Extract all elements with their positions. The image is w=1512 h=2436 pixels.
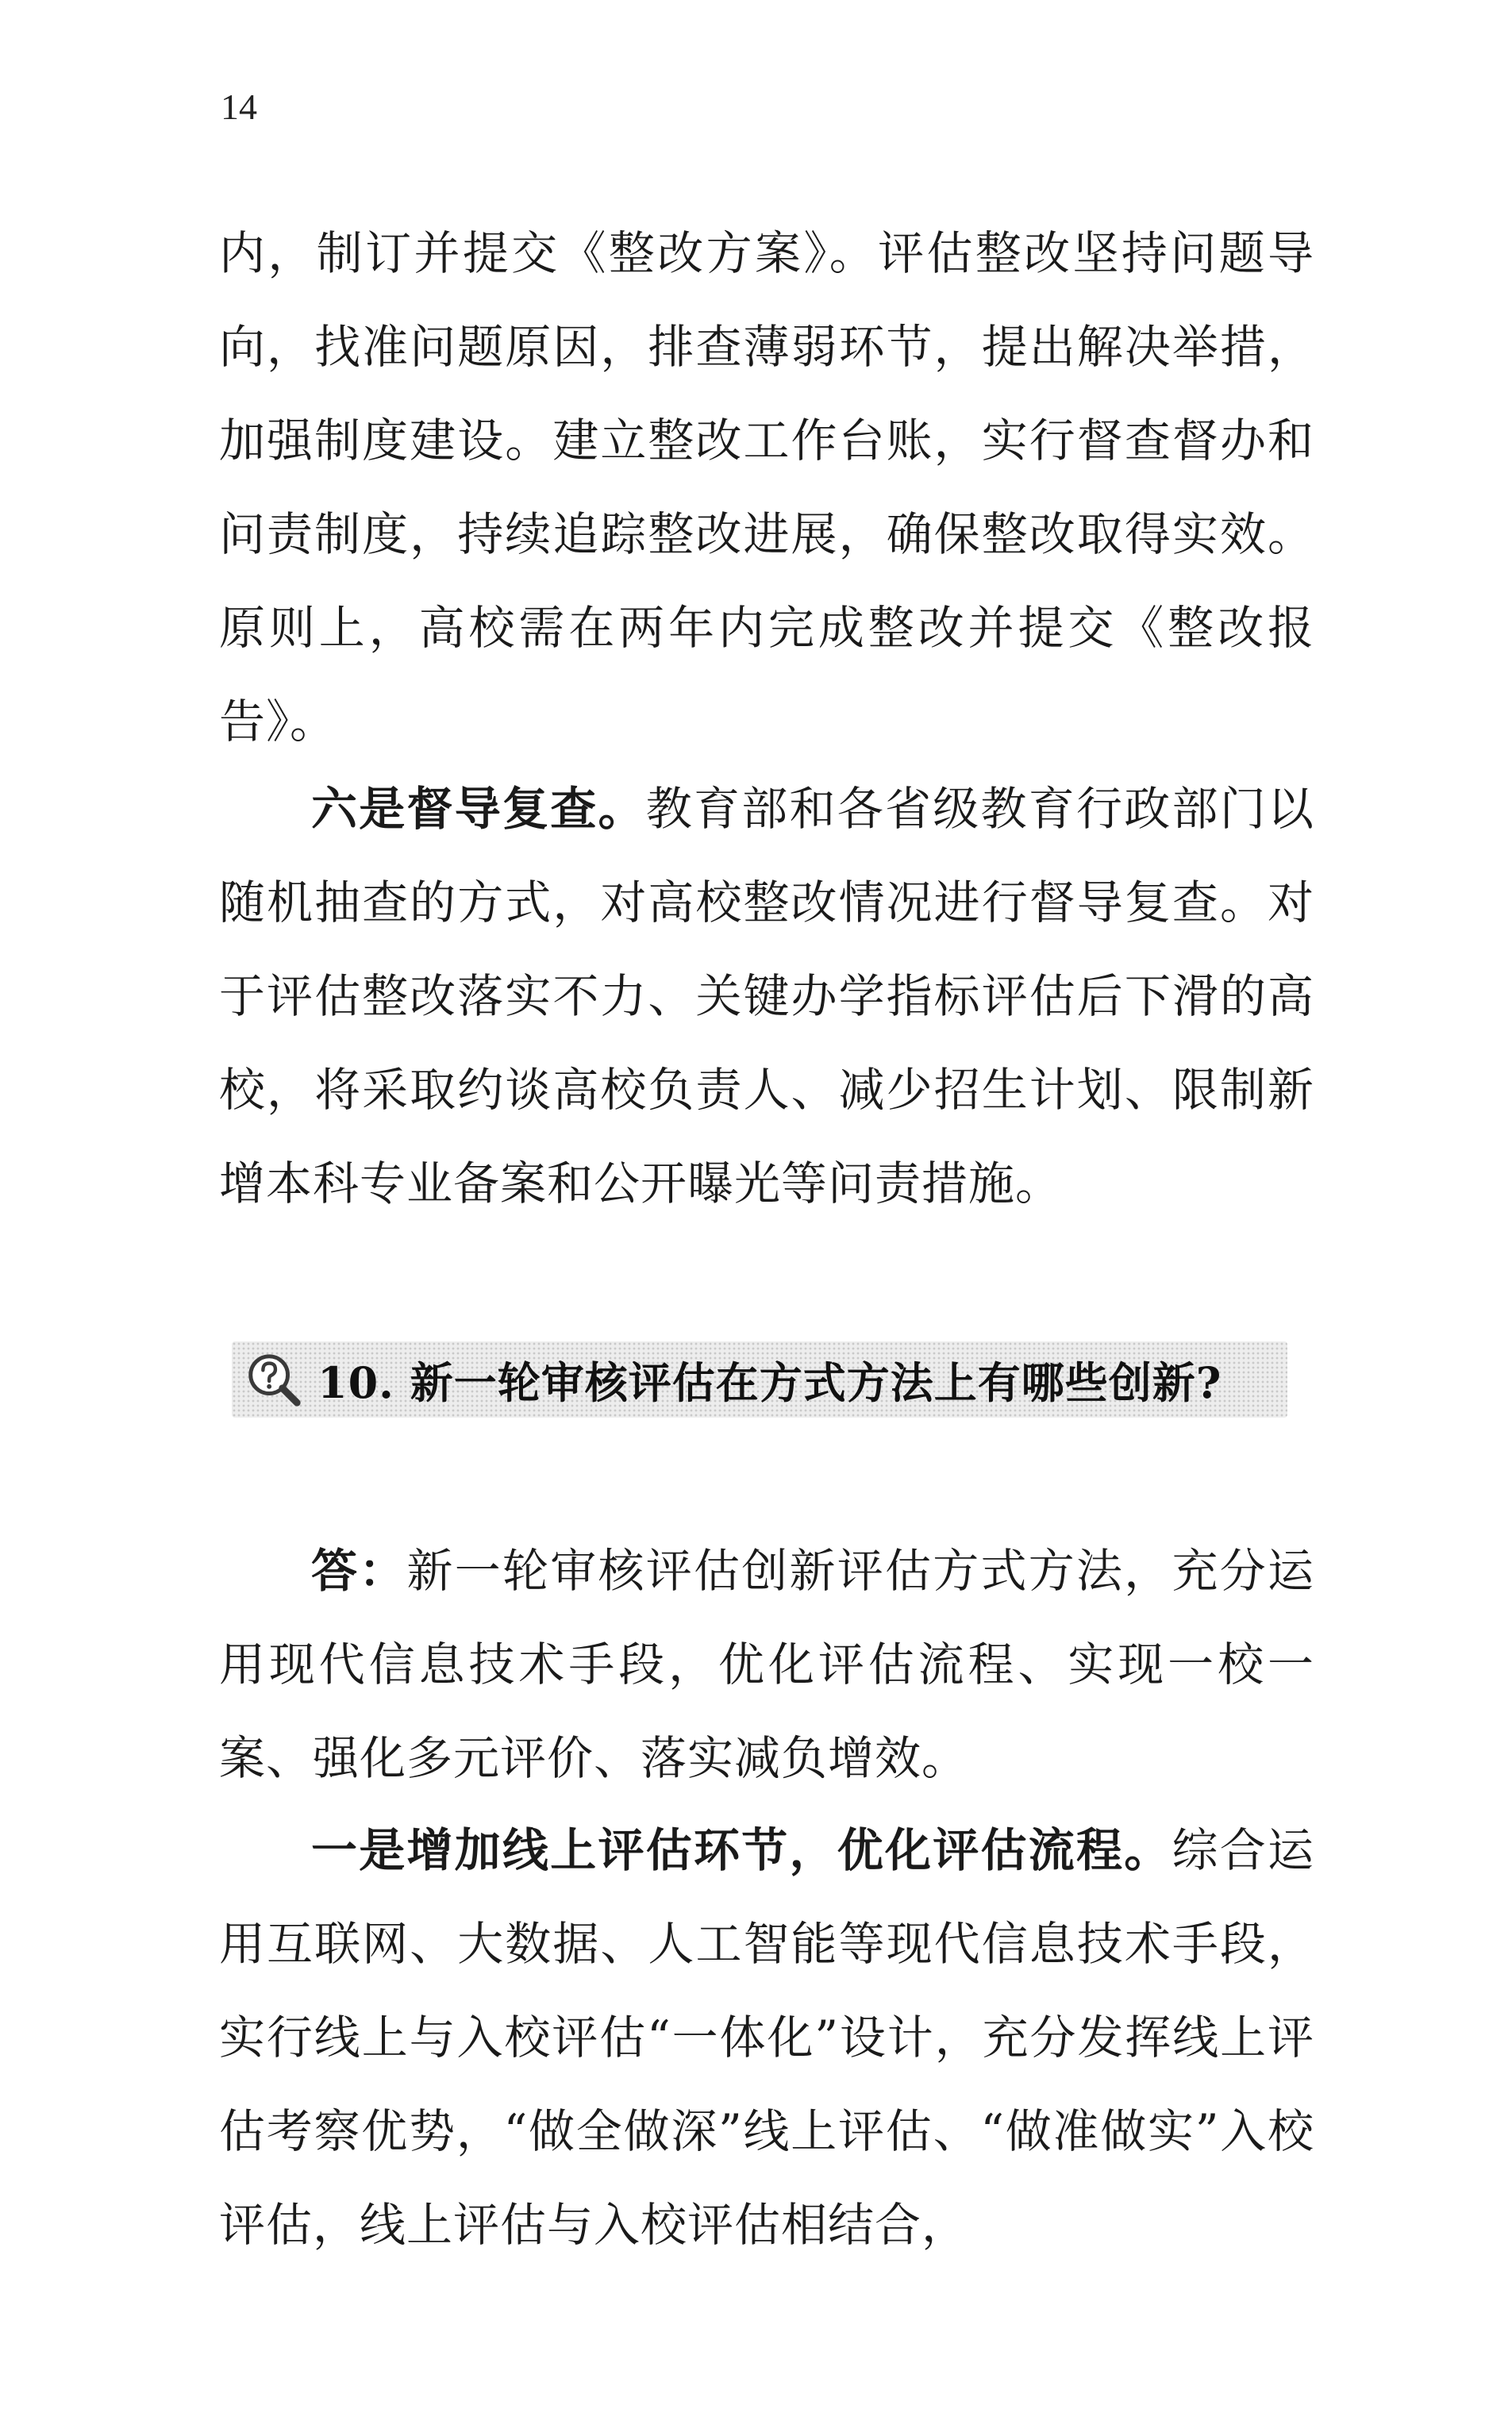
point-six-heading: 六是督导复查。 <box>311 782 646 836</box>
answer-paragraph <box>219 1524 1314 1805</box>
answer-body: 新一轮审核评估创新评估方式方法，充分运用现代信息技术手段，优化评估流程、实现一校一案、强化多元评价、落实减负增效。 <box>219 1544 1314 1785</box>
question-banner <box>232 1341 1287 1418</box>
page-number: 14 <box>221 87 257 127</box>
continued-paragraph-block <box>219 206 1314 768</box>
point-one-paragraph <box>219 1803 1314 2272</box>
point-one-block <box>219 1803 1314 2272</box>
question-title: 10. 新一轮审核评估在方式方法上有哪些创新? <box>317 1357 1222 1408</box>
point-six-body: 教育部和各省级教育行政部门以随机抽查的方式，对高校整改情况进行督导复查。对于评估整改落实不力、关键办学指标评估后下滑的高校，将采取约谈高校负责人、减少招生计划、限制新增本科专业备案和公开曝光等问责措施。 <box>219 782 1314 1210</box>
question-magnifier-icon <box>243 1349 305 1410</box>
point-one-body: 综合运用互联网、大数据、人工智能等现代信息技术手段，实行线上与入校评估“一体化”设计，充分发挥线上评估考察优势，“做全做深”线上评估、“做准做实”入校评估，线上评估与入校评估相结合， <box>219 1823 1314 2252</box>
point-one-heading: 一是增加线上评估环节，优化评估流程。 <box>311 1823 1172 1877</box>
answer-block <box>219 1524 1314 1805</box>
point-six-block <box>219 762 1314 1230</box>
answer-label: 答： <box>311 1544 407 1598</box>
point-six-paragraph <box>219 762 1314 1230</box>
continued-paragraph: 内，制订并提交《整改方案》。评估整改坚持问题导向，找准问题原因，排查薄弱环节，提出解决举措，加强制度建设。建立整改工作台账，实行督查督办和问责制度，持续追踪整改进展，确保整改取得实效。原则上，高校需在两年内完成整改并提交《整改报告》。 <box>219 226 1314 749</box>
